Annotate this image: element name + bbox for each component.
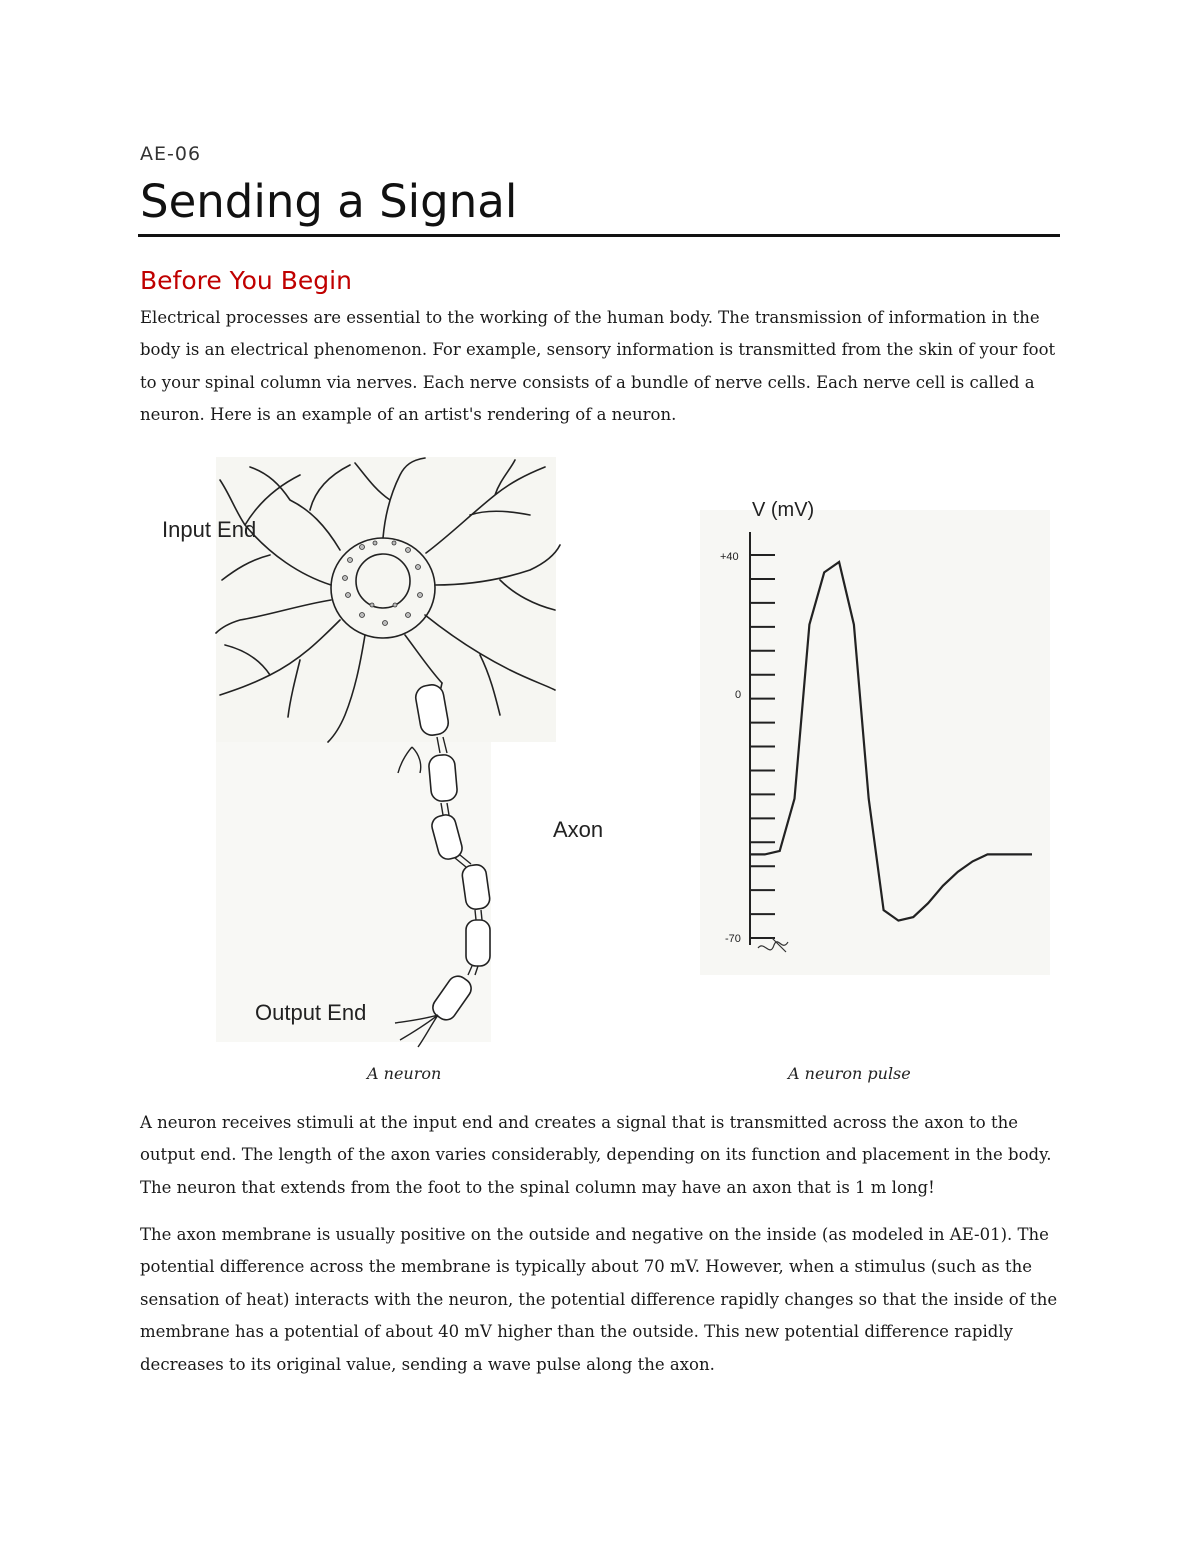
- tick-label-zero: 0: [735, 689, 742, 701]
- label-axon: Axon: [553, 817, 604, 842]
- neuron-caption: A neuron: [367, 1064, 442, 1083]
- pulse-caption: A neuron pulse: [788, 1064, 911, 1083]
- y-axis-label: V (mV): [752, 499, 815, 521]
- title-divider: [138, 234, 1060, 237]
- tick-label-bottom: -70: [725, 933, 741, 945]
- page-title: Sending a Signal: [140, 175, 518, 228]
- membrane-paragraph: The axon membrane is usually positive on the outside and negative on the inside (as modeled in AE-01). The potential difference across the membrane is typically about 70 mV. However, when a stimulus (such as the sensation of heat) interacts with the neuron, the potential difference rapidly changes so that the inside of the membrane has a potential of about 40 mV higher than the outside. This new potential difference rapidly decreases to its original value, sending a wave pulse along the axon.: [140, 1225, 1058, 1374]
- pulse-chart: [700, 490, 1050, 980]
- label-output-end: Output End: [255, 1000, 367, 1025]
- neuron-figure: [150, 455, 620, 1050]
- section-heading: Before You Begin: [140, 266, 352, 295]
- label-input-end: Input End: [162, 517, 257, 542]
- pulse-figure: [700, 490, 1050, 980]
- tick-label-top: +40: [720, 551, 739, 563]
- neuron-background: [216, 457, 556, 742]
- intro-paragraph: Electrical processes are essential to the working of the human body. The transmission of information in the body is an electrical phenomenon. For example, sensory information is transmitted from the skin of your foot to your spinal column via nerves. Each nerve consists of a bundle of nerve cells. Each nerve cell is called a neuron. Here is an example of an artist's rendering of a neuron.: [140, 308, 1056, 425]
- neuron-function-paragraph: A neuron receives stimuli at the input end and creates a signal that is transmitted across the axon to the output end. The length of the axon varies considerably, depending on its function and placement in the body. The neuron that extends from the foot to the spinal column may have an axon that is 1 m long!: [140, 1113, 1052, 1197]
- neuron-illustration: [150, 455, 620, 1050]
- document-code: AE-06: [140, 143, 202, 165]
